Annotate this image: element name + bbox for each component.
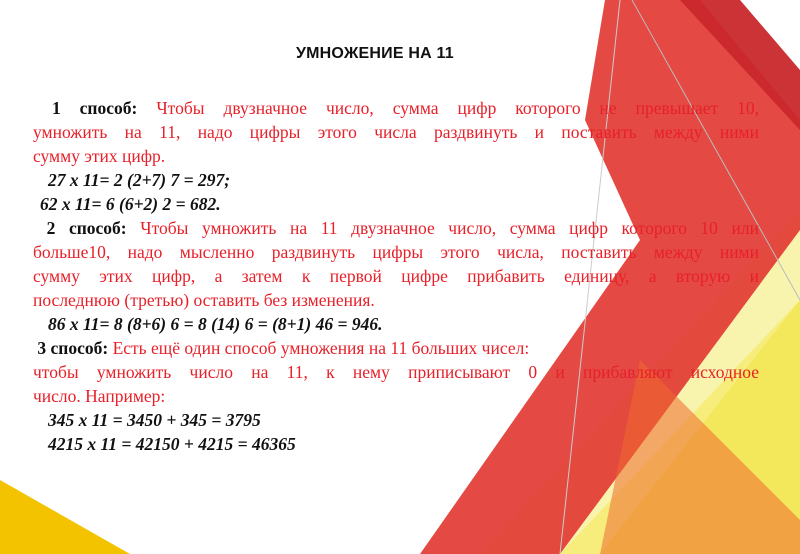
method-1-example-2: 62 х 11= 6 (6+2) 2 = 682.	[40, 194, 221, 214]
method-3-line-1: 3 способ: Есть ещё один способ умножения на 11 больших чисел:	[37, 338, 530, 358]
method-1-label: 1 способ:	[51, 98, 138, 118]
method-2-line-3: сумму этих цифр, а затем к первой цифре прибавить единицу, а вторую и	[33, 266, 759, 286]
method-2-label: 2 способ:	[46, 218, 127, 238]
method-3-label: 3 способ:	[37, 338, 109, 358]
method-2-line-4: последнюю (третью) оставить без изменения.	[33, 290, 375, 310]
method-1-example-1: 27 х 11= 2 (2+7) 7 = 297;	[48, 170, 231, 190]
slide-title: УМНОЖЕНИЕ НА 11	[296, 45, 454, 62]
method-3-line-2: чтобы умножить число на 11, к нему приписывают 0 и прибавляют исходное	[33, 362, 759, 382]
method-2-line-2: больше10, надо мысленно раздвинуть цифры этого числа, поставить между ними	[33, 242, 759, 262]
method-1-line-2: умножить на 11, надо цифры этого числа раздвинуть и поставить между ними	[33, 122, 759, 142]
method-2-example-1: 86 х 11= 8 (8+6) 6 = 8 (14) 6 = (8+1) 46 = 946.	[48, 314, 383, 334]
method-1-line-3: сумму этих цифр.	[33, 146, 166, 166]
method-3-example-1: 345 х 11 = 3450 + 345 = 3795	[48, 410, 261, 430]
method-1-line-1: 1 способ: Чтобы двузначное число, сумма цифр которого не превышает 10,	[51, 98, 760, 118]
method-3-line-3: число. Например:	[33, 386, 166, 406]
slide-body	[33, 96, 759, 456]
method-2-line-1: 2 способ: Чтобы умножить на 11 двузначное число, сумма цифр которого 10 или	[46, 218, 759, 238]
method-3-example-2: 4215 х 11 = 42150 + 4215 = 46365	[48, 434, 296, 454]
